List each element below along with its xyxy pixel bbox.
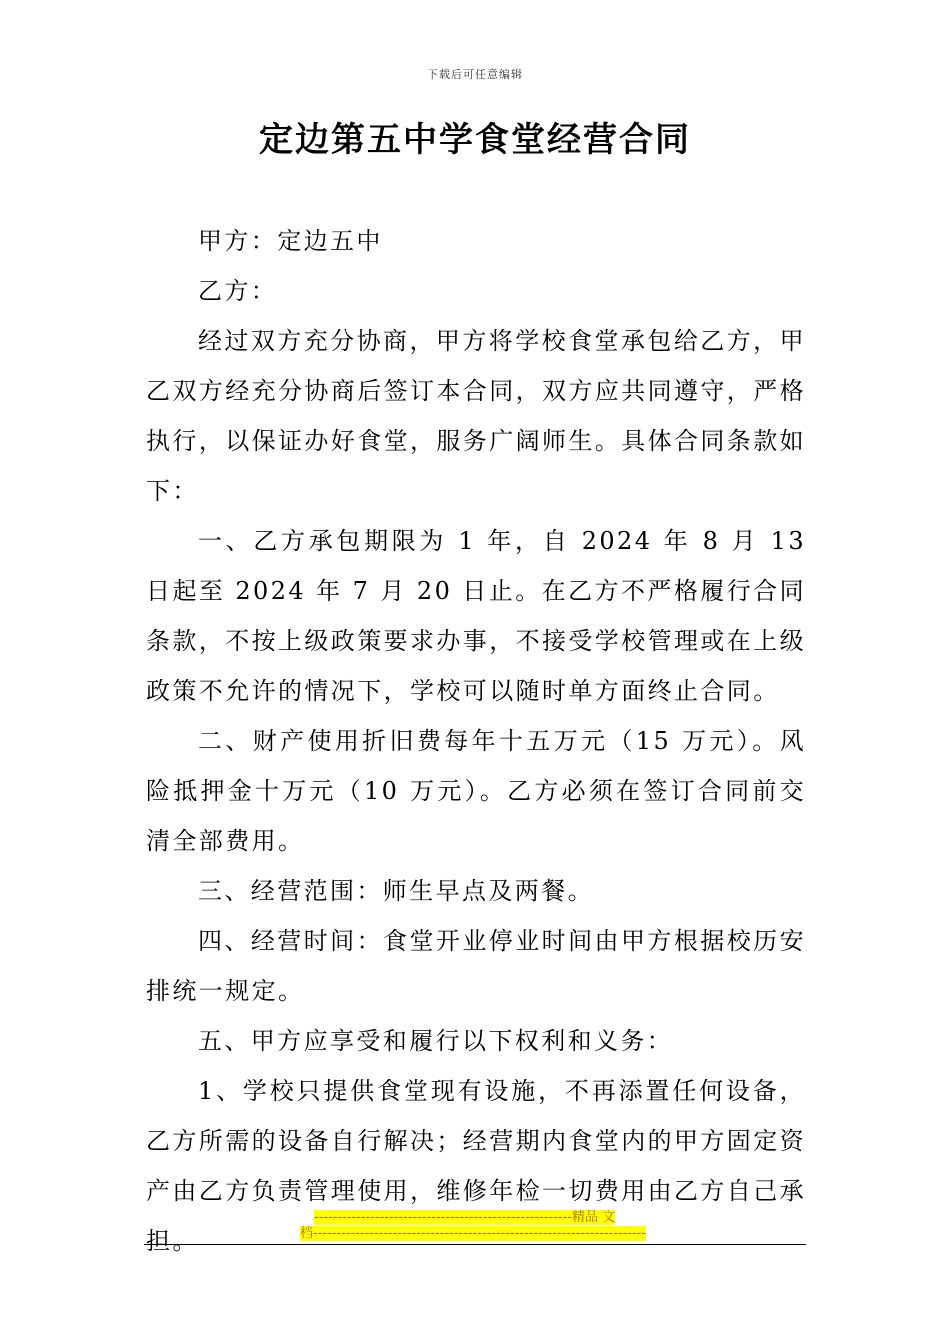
party-b-line: 乙方：: [198, 277, 278, 305]
footer-divider: [144, 1244, 806, 1245]
clause-4-hours: 四、经营时间：食堂开业停业时间由甲方根据校历安排统一规定。: [146, 927, 806, 1005]
clause-3-scope: 三、经营范围：师生早点及两餐。: [198, 877, 594, 905]
clause-2-fees: 二、财产使用折旧费每年十五万元（15 万元）。风险抵押金十万元（10 万元）。乙方必须在签订合同前交清全部费用。: [146, 727, 806, 855]
clause-5-item-1: 1、学校只提供食堂现有设施，不再添置任何设备，乙方所需的设备自行解决；经营期内食堂内的甲方固定资产由乙方负责管理使用，维修年检一切费用由乙方自己承担。: [146, 1077, 806, 1255]
footer-watermark-line-2: 档-----------------------------------------------------------------------: [300, 1226, 647, 1241]
contract-body: [146, 216, 806, 1266]
header-note: 下载后可任意编辑: [427, 68, 523, 81]
footer-watermark: [300, 1210, 650, 1242]
clause-1-term: 一、乙方承包期限为 1 年，自 2024 年 8 月 13 日起至 2024 年 7 月 20 日止。在乙方不严格履行合同条款，不按上级政策要求办事，不接受学校管理或在上级政策不允许的情况下，学校可以随时单方面终止合同。: [146, 527, 806, 705]
preamble-paragraph: 经过双方充分协商，甲方将学校食堂承包给乙方，甲乙双方经充分协商后签订本合同，双方应共同遵守，严格执行，以保证办好食堂，服务广阔师生。具体合同条款如下：: [146, 327, 806, 505]
footer-watermark-line-1: -------------------------------------------------------精品 文: [314, 1210, 616, 1225]
clause-5-rights: 五、甲方应享受和履行以下权利和义务：: [198, 1027, 674, 1055]
page-title: 定边第五中学食堂经营合同: [259, 120, 691, 160]
party-a-line: 甲方：定边五中: [198, 227, 383, 255]
